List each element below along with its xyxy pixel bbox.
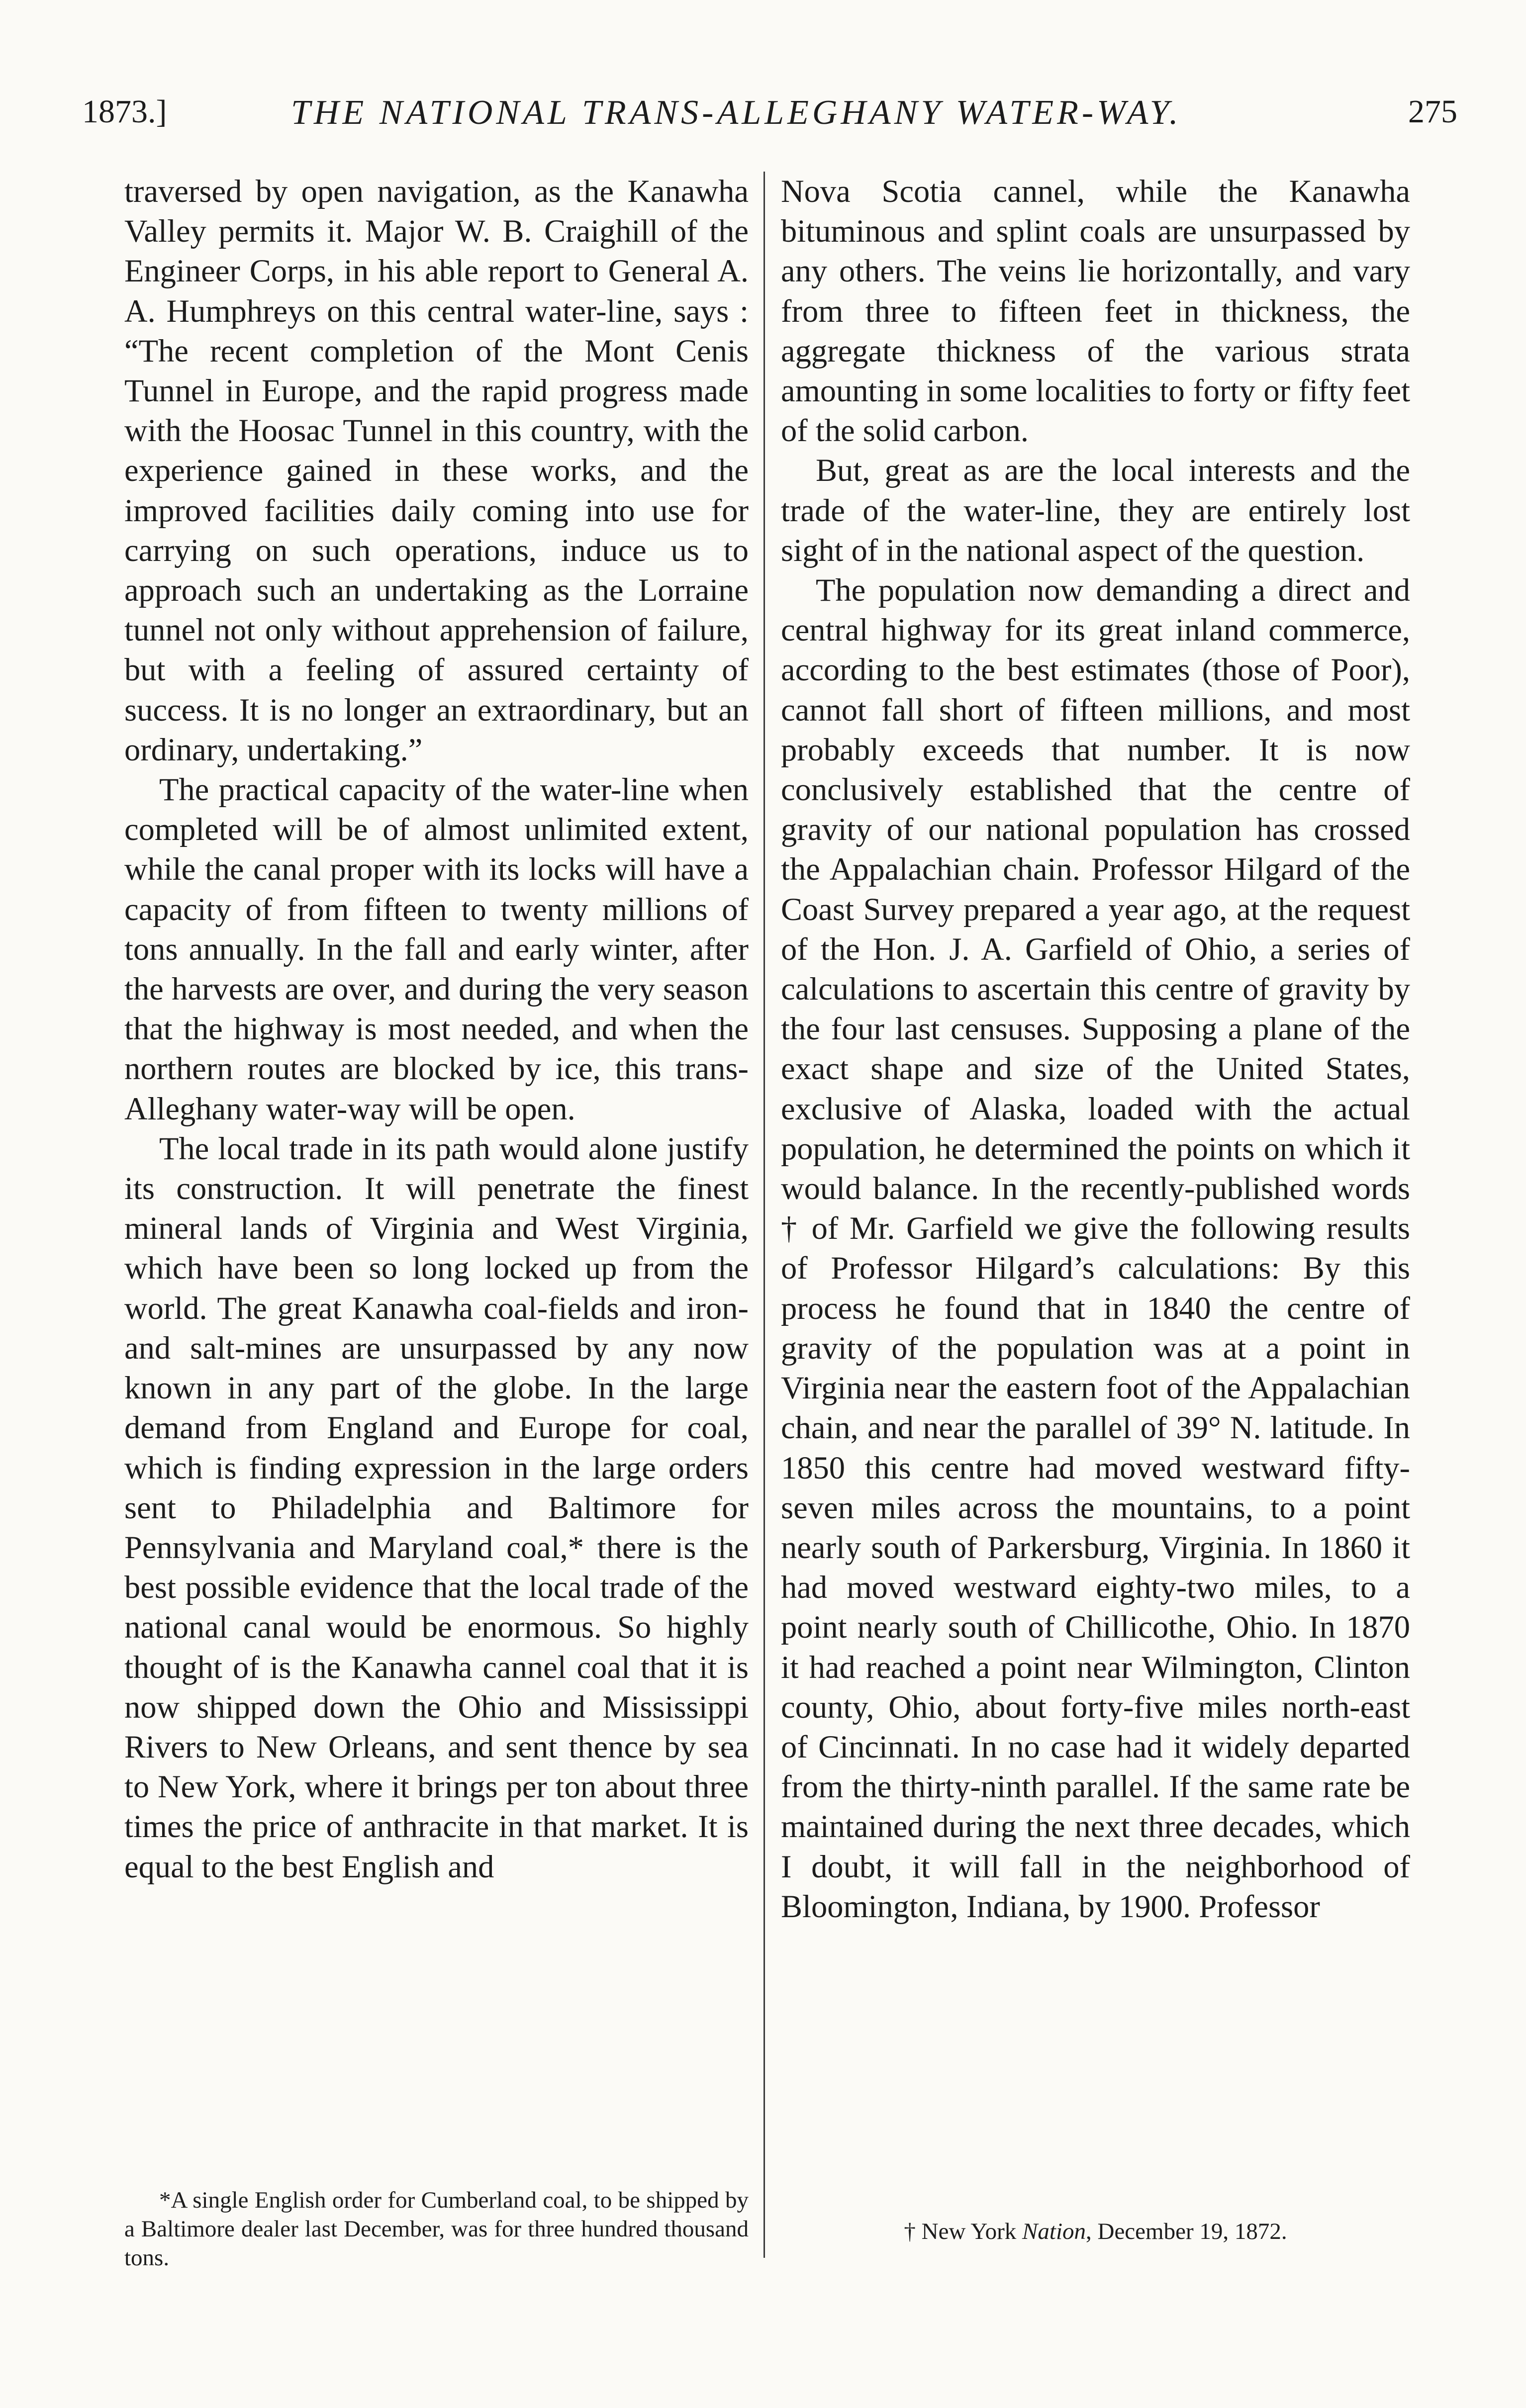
- footnote-dagger: [781, 2217, 1410, 2246]
- paragraph-national-aspect: But, great as are the local interests and the trade of the water-line, they are entirely lost sight of in the national aspect of the question.: [781, 453, 1410, 568]
- running-head: [82, 87, 1457, 142]
- footnote-asterisk-text: *A single English order for Cumberland coal, to be shipped by a Baltimore dealer last December, was for three hundred thousand tons.: [124, 2187, 749, 2271]
- footnote-asterisk: [124, 2186, 749, 2272]
- paragraph-population: The population now demanding a direct and central highway for its great inland commerce, according to the best estimates (those of Poor), cannot fall short of fifteen millions, and most probably exceeds that number. It is now conclusively established that the centre of gravity of our national population has crossed the Appalachian chain. Professor Hilgard of the Coast Survey prepared a year ago, at the request of the Hon. J. A. Garfield of Ohio, a series of calculations to ascertain this centre of gravity by the four last censuses. Supposing a plane of the exact shape and size of the United States, exclusive of Alaska, loaded with the actual population, he determined the points on which it would balance. In the recently-published words † of Mr. Garfield we give the following results of Professor Hilgard’s calculations: By this process he found that in 1840 the centre of gravity of the population was at a point in Virginia near the eastern foot of the Appalachian chain, and near the parallel of 39° N. latitude. In 1850 this centre had moved westward fifty-seven miles across the mountains, to a point nearly south of Parkersburg, Virginia. In 1860 it had moved westward eighty-two miles, to a point nearly south of Chillicothe, Ohio. In 1870 it had reached a point near Wilmington, Clinton county, Ohio, about forty-five miles north-east of Cincinnati. In no case had it widely departed from the thirty-ninth parallel. If the same rate be maintained during the next three decades, which I doubt, it will fall in the neighborhood of Bloomington, Indiana, by 1900. Professor: [781, 572, 1410, 1924]
- paragraph-local-trade: The local trade in its path would alone justify its construction. It will penetrate the finest mineral lands of Virginia and West Virginia, which have been so long locked up from the world. The great Kanawha coal-fields and iron- and salt-mines are unsurpassed by any now known in any part of the globe. In the large demand from England and Europe for coal, which is finding expression in the large orders sent to Philadelphia and Baltimore for Pennsylvania and Maryland coal,* there is the best possible evidence that the local trade of the national canal would be enormous. So highly thought of is the Kanawha cannel coal that it is now shipped down the Ohio and Mississippi Rivers to New Orleans, and sent thence by sea to New York, where it brings per ton about three times the price of anthracite in that market. It is equal to the best English and: [124, 1130, 749, 1884]
- footnote-dagger-marker: † New York: [904, 2219, 1023, 2244]
- header-title: THE NATIONAL TRANS-ALLEGHANY WATER-WAY.: [291, 93, 1182, 132]
- paragraph-capacity: The practical capacity of the water-line when completed will be of almost unlimited extent, while the canal proper with its locks will have a capacity of from fifteen to twenty millions of tons annually. In the fall and early winter, after the harvests are over, and during the very season that the highway is most needed, and when the northern routes are blocked by ice, this trans-Alleghany water-way will be open.: [124, 772, 749, 1126]
- left-column: [124, 172, 749, 1887]
- column-divider: [763, 172, 765, 2258]
- page-number: 275: [1408, 93, 1457, 130]
- paragraph-coal-quality: Nova Scotia cannel, while the Kanawha bituminous and splint coals are unsurpassed by any others. The veins lie horizontally, and vary from three to fifteen feet in thickness, the aggregate thickness of the various strata amounting in some localities to forty or fifty feet of the solid carbon.: [781, 174, 1410, 449]
- footnote-dagger-publication: Nation: [1022, 2219, 1086, 2244]
- header-year: 1873.]: [82, 93, 167, 130]
- footnote-dagger-date: , December 19, 1872.: [1086, 2219, 1287, 2244]
- paragraph-continued: traversed by open navigation, as the Kanawha Valley permits it. Major W. B. Craighill of the Engineer Corps, in his able report to General A. A. Humphreys on this central water-line, says : “The recent completion of the Mont Cenis Tunnel in Europe, and the rapid progress made with the Hoosac Tunnel in this country, with the experience gained in these works, and the improved facilities daily coming into use for carrying on such operations, induce us to approach such an undertaking as the Lorraine tunnel not only without apprehension of failure, but with a feeling of assured certainty of success. It is no longer an extraordinary, but an ordinary, undertaking.”: [124, 174, 749, 767]
- right-column: [781, 172, 1410, 1927]
